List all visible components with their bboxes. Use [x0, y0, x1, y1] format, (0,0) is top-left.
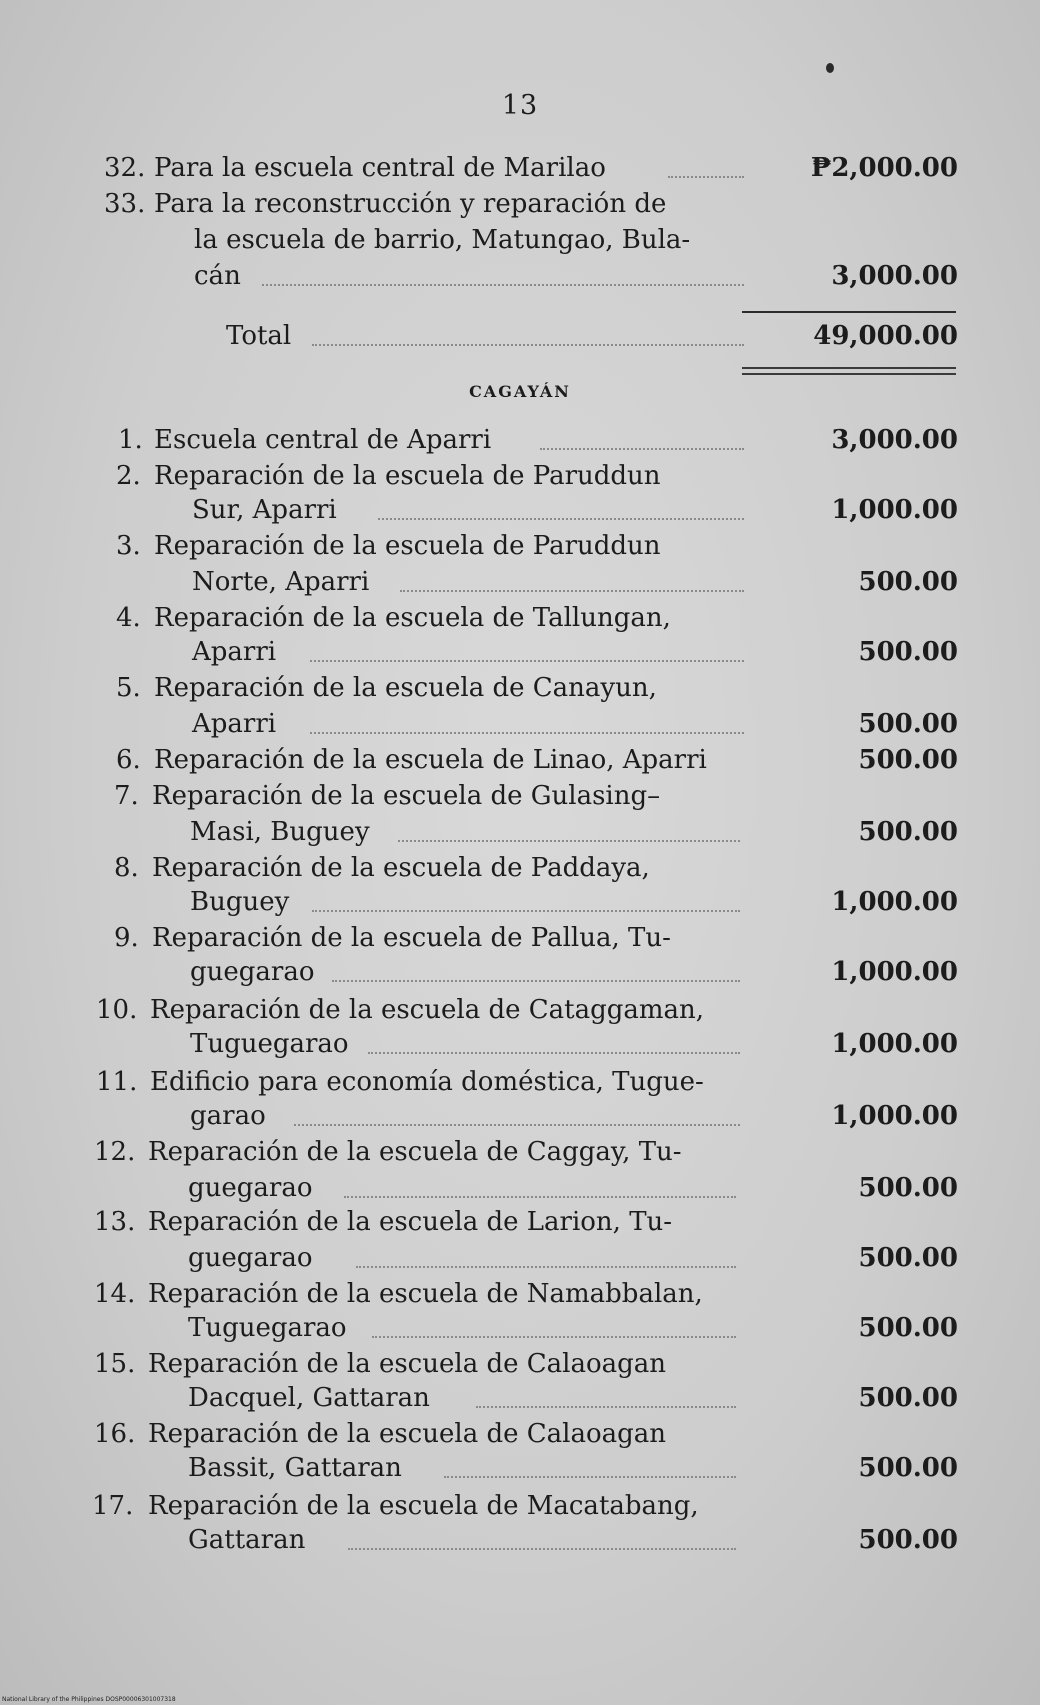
leader-dots — [312, 344, 744, 346]
entry-text: Edificio para economía doméstica, Tugue- — [150, 1067, 704, 1097]
entry-text: Para la reconstrucción y reparación de — [154, 189, 667, 219]
section-heading: CAGAYÁN — [469, 382, 571, 401]
entry-number: 32. — [104, 153, 146, 183]
entry-text: Escuela central de Aparri — [154, 425, 492, 455]
leader-dots — [444, 1476, 736, 1478]
entry-text: Norte, Aparri — [192, 567, 370, 597]
entry-number: 4. — [116, 603, 141, 633]
entry-amount: 1,000.00 — [831, 957, 958, 987]
entry-text: Buguey — [190, 887, 290, 917]
leader-dots — [378, 518, 744, 520]
leader-dots — [344, 1196, 736, 1198]
entry-amount: 500.00 — [858, 817, 958, 847]
leader-dots — [400, 590, 744, 592]
leader-dots — [332, 980, 740, 982]
leader-dots — [540, 448, 744, 450]
entry-number: 13. — [94, 1207, 136, 1237]
leader-dots — [312, 910, 740, 912]
entry-text: Bassit, Gattaran — [188, 1453, 402, 1483]
archive-watermark: National Library of the Philippines DOSP00006301007318 — [2, 1696, 176, 1703]
entry-text: Tuguegarao — [190, 1029, 349, 1059]
leader-dots — [398, 840, 740, 842]
entry-amount: 500.00 — [858, 1243, 958, 1273]
entry-text: Reparación de la escuela de Macatabang, — [148, 1491, 699, 1521]
entry-text: Para la escuela central de Marilao — [154, 153, 606, 183]
entry-text: Reparación de la escuela de Namabbalan, — [148, 1279, 703, 1309]
entry-amount: 500.00 — [858, 1173, 958, 1203]
leader-dots — [310, 732, 744, 734]
leader-dots — [668, 176, 744, 178]
entry-amount: 500.00 — [858, 1313, 958, 1343]
entry-amount: 1,000.00 — [831, 1101, 958, 1131]
leader-dots — [368, 1052, 740, 1054]
entry-amount: 1,000.00 — [831, 1029, 958, 1059]
entry-number: 17. — [92, 1491, 134, 1521]
leader-dots — [356, 1266, 736, 1268]
entry-text: Gattaran — [188, 1525, 306, 1555]
entry-number: 16. — [94, 1419, 136, 1449]
entry-text: guegarao — [188, 1173, 313, 1203]
entry-text: Masi, Buguey — [190, 817, 370, 847]
entry-text: garao — [190, 1101, 266, 1131]
entry-text: Reparación de la escuela de Caggay, Tu- — [148, 1137, 682, 1167]
entry-amount: 500.00 — [858, 567, 958, 597]
double-rule-top — [742, 367, 956, 369]
entry-text: Reparación de la escuela de Cataggaman, — [150, 995, 705, 1025]
entry-text: Tuguegarao — [188, 1313, 347, 1343]
leader-dots — [294, 1124, 740, 1126]
entry-amount: 500.00 — [858, 637, 958, 667]
entry-amount: ₱2,000.00 — [810, 153, 958, 183]
entry-amount: 500.00 — [858, 709, 958, 739]
entry-amount: 3,000.00 — [831, 425, 958, 455]
entry-amount: 1,000.00 — [831, 887, 958, 917]
entry-text: la escuela de barrio, Matungao, Bula- — [194, 225, 691, 255]
leader-dots — [262, 284, 744, 286]
entry-text: Aparri — [192, 709, 277, 739]
entry-amount: 1,000.00 — [831, 495, 958, 525]
entry-amount: 500.00 — [858, 1383, 958, 1413]
entry-text: Aparri — [192, 637, 277, 667]
entry-number: 14. — [94, 1279, 136, 1309]
entry-text: Sur, Aparri — [192, 495, 337, 525]
entry-amount: 500.00 — [858, 1453, 958, 1483]
leader-dots — [348, 1548, 736, 1550]
entry-number: 11. — [96, 1067, 138, 1097]
entry-number: 33. — [104, 189, 146, 219]
entry-amount: 3,000.00 — [831, 261, 958, 291]
entry-text: Reparación de la escuela de Canayun, — [154, 673, 657, 703]
entry-text: Reparación de la escuela de Pallua, Tu- — [152, 923, 671, 953]
entry-number: 1. — [118, 425, 143, 455]
leader-dots — [310, 660, 744, 662]
entry-text: Dacquel, Gattaran — [188, 1383, 430, 1413]
entry-text: guegarao — [188, 1243, 313, 1273]
entry-number: 2. — [116, 461, 141, 491]
entry-text: Reparación de la escuela de Calaoagan — [148, 1349, 667, 1379]
entry-number: 15. — [94, 1349, 136, 1379]
entry-text: Reparación de la escuela de Larion, Tu- — [148, 1207, 673, 1237]
entry-number: 12. — [94, 1137, 136, 1167]
entry-number: 8. — [114, 853, 139, 883]
page-number: 13 — [501, 90, 539, 121]
double-rule-bottom — [742, 373, 956, 375]
leader-dots — [476, 1406, 736, 1408]
total-label: Total — [226, 321, 292, 351]
entry-text: Reparación de la escuela de Tallungan, — [154, 603, 671, 633]
sum-rule — [742, 311, 956, 313]
entry-number: 10. — [96, 995, 138, 1025]
leader-dots — [372, 1336, 736, 1338]
entry-number: 9. — [114, 923, 139, 953]
entry-text: Reparación de la escuela de Paruddun — [154, 531, 661, 561]
entry-amount: 500.00 — [858, 1525, 958, 1555]
entry-text: cán — [194, 261, 241, 291]
entry-text: Reparación de la escuela de Linao, Aparri — [154, 745, 707, 775]
entry-text: Reparación de la escuela de Paruddun — [154, 461, 661, 491]
entry-text: Reparación de la escuela de Paddaya, — [152, 853, 650, 883]
entry-text: Reparación de la escuela de Gulasing– — [152, 781, 661, 811]
entry-number: 3. — [116, 531, 141, 561]
entry-number: 7. — [114, 781, 139, 811]
entry-text: guegarao — [190, 957, 315, 987]
total-amount: 49,000.00 — [813, 321, 958, 351]
entry-number: 5. — [116, 673, 141, 703]
entry-number: 6. — [116, 745, 141, 775]
entry-amount: 500.00 — [858, 745, 958, 775]
entry-text: Reparación de la escuela de Calaoagan — [148, 1419, 667, 1449]
ink-spot — [826, 63, 834, 73]
